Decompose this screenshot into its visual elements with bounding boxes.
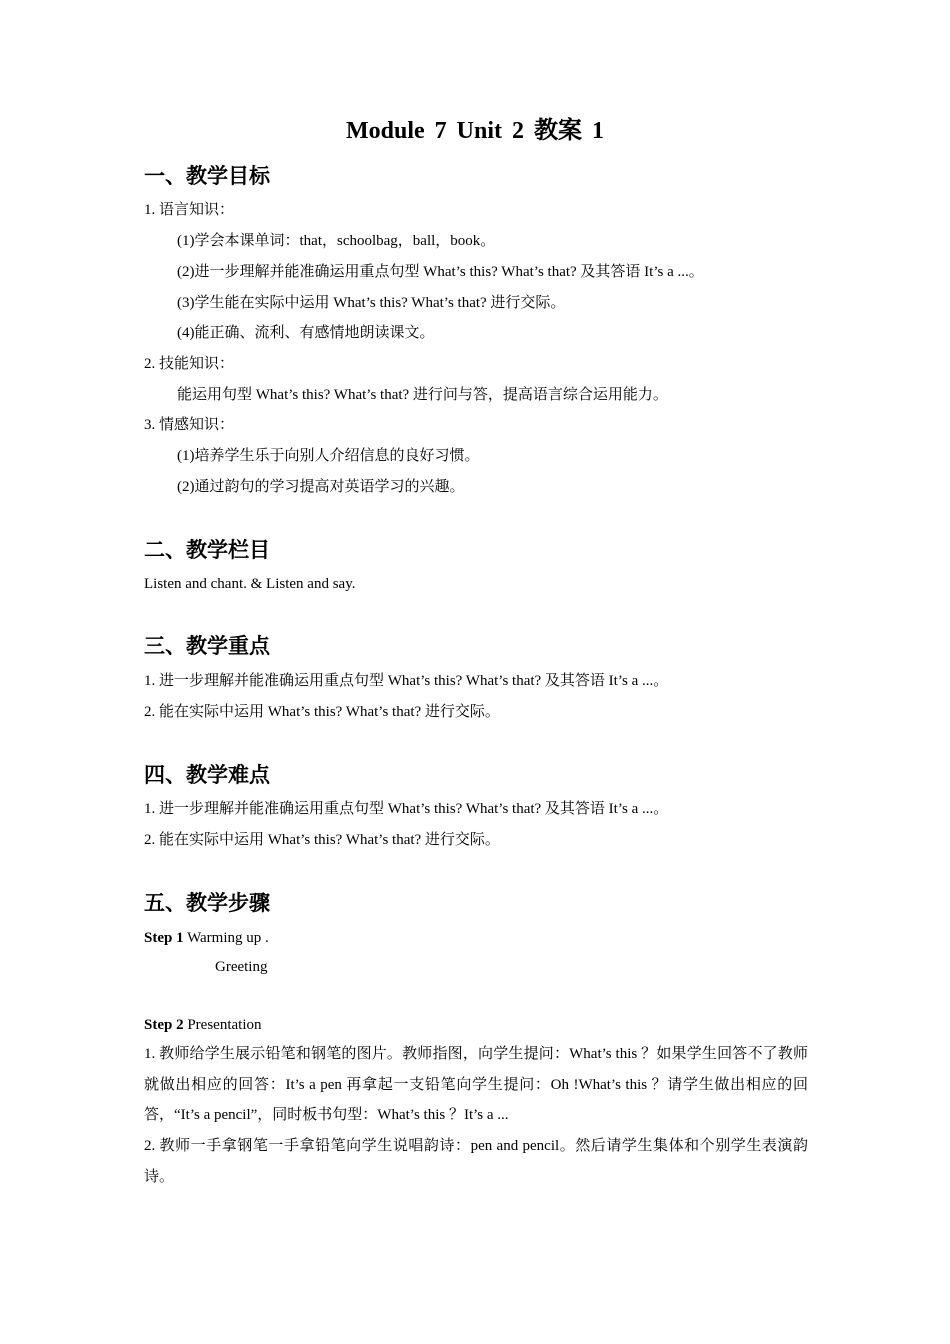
difficulty-2: 2. 能在实际中运用 What’s this? What’s that? 进行交际。 — [144, 832, 500, 848]
objective-language-3: (3)学生能在实际中运用 What’s this? What’s that? 进行交际。 — [177, 295, 566, 311]
section-heading-columns: 二、教学栏目 — [144, 538, 270, 562]
section-heading-steps: 五、教学步骤 — [144, 891, 270, 915]
section-heading-objectives: 一、教学目标 — [144, 164, 270, 188]
difficulty-1: 1. 进一步理解并能准确运用重点句型 What’s this? What’s that? 及其答语 It’s a ...。 — [144, 801, 669, 817]
step-2 — [144, 1014, 262, 1036]
step-1-label: Step 1 — [144, 930, 184, 946]
step-2-paragraph-2: 2. 教师一手拿钢笔一手拿铅笔向学生说唱韵诗：pen and pencil。然后请学生集体和个别学生表演韵诗。 — [144, 1138, 808, 1185]
key-point-1: 1. 进一步理解并能准确运用重点句型 What’s this? What’s that? 及其答语 It’s a ...。 — [144, 673, 669, 689]
objective-emotion-1: (1)培养学生乐于向别人介绍信息的良好习惯。 — [177, 448, 480, 464]
step-2-text: Presentation — [183, 1017, 262, 1033]
step-1-greeting: Greeting — [215, 959, 268, 975]
objective-skill-label: 2. 技能知识： — [144, 356, 235, 372]
objective-language-label: 1. 语言知识： — [144, 202, 235, 218]
section-heading-difficulties: 四、教学难点 — [144, 763, 270, 787]
objective-emotion-label: 3. 情感知识： — [144, 417, 235, 433]
section-heading-key-points: 三、教学重点 — [144, 634, 270, 658]
key-point-2: 2. 能在实际中运用 What’s this? What’s that? 进行交际。 — [144, 704, 500, 720]
step-1-text: Warming up . — [183, 930, 269, 946]
objective-skill-text: 能运用句型 What’s this? What’s that? 进行问与答，提高语言综合运用能力。 — [177, 387, 668, 403]
objective-emotion-2: (2)通过韵句的学习提高对英语学习的兴趣。 — [177, 479, 465, 495]
step-2-label: Step 2 — [144, 1017, 184, 1033]
objective-language-1: (1)学会本课单词：that，schoolbag，ball，book。 — [177, 233, 496, 249]
objective-language-2: (2)进一步理解并能准确运用重点句型 What’s this? What’s that? 及其答语 It’s a ...。 — [177, 264, 704, 280]
step-1 — [144, 927, 269, 949]
step-2-paragraph-1: 1. 教师给学生展示铅笔和钢笔的图片。教师指图，向学生提问：What’s this ？如果学生回答不了教师就做出相应的回答：It’s a pen 再拿起一支铅笔向学生提问：Oh !What’s this ？请学生做出相应的回答，“It’s a pencil”，同时板书句型：What’s this ？It’s a ... — [144, 1046, 808, 1123]
page-title: Module 7 Unit 2 教案 1 — [345, 118, 604, 144]
columns-text: Listen and chant. & Listen and say. — [144, 576, 356, 592]
objective-language-4: (4)能正确、流利、有感情地朗读课文。 — [177, 325, 435, 341]
